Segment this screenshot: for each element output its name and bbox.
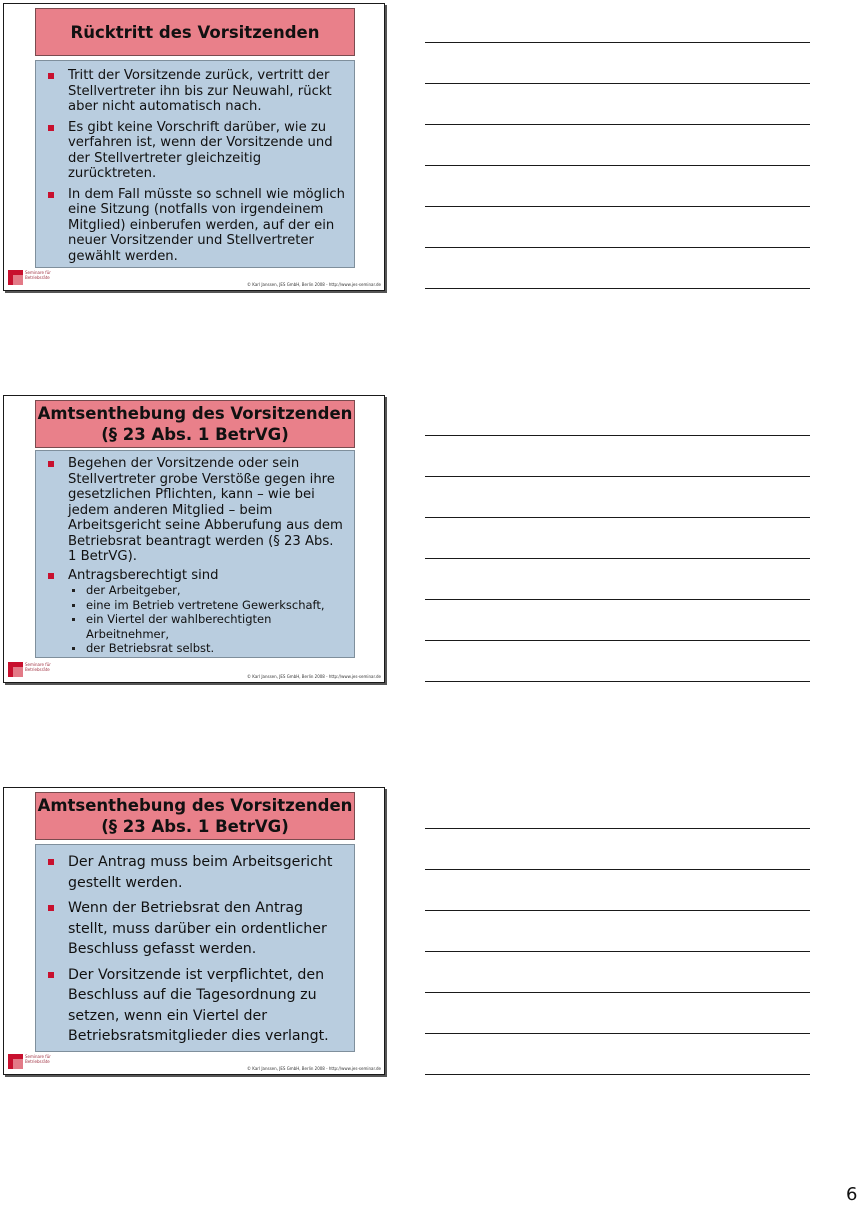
sub-list (68, 583, 346, 656)
note-line (425, 42, 810, 43)
bullet-square-icon (48, 125, 54, 131)
slide-body (35, 450, 355, 658)
slide-title: Rücktritt des Vorsitzenden (35, 8, 355, 56)
sub-bullet-icon (72, 647, 75, 650)
note-line (425, 247, 810, 248)
bullet-item: Antragsberechtigt sind der Arbeitgeber, eine im Betrieb vertretene Gewerkschaft, ein Viertel der wahlberechtigten Arbeitnehmer, der Betriebsrat selbst. (44, 568, 346, 656)
sub-bullet-icon (72, 589, 75, 592)
note-line (425, 165, 810, 166)
bullet-item: Es gibt keine Vorschrift darüber, wie zu verfahren ist, wenn der Vorsitzende und der Stellvertreter gleichzeitig zurücktreten. (44, 120, 346, 182)
bullet-square-icon (48, 73, 54, 79)
bullet-square-icon (48, 461, 54, 467)
bullet-list (44, 852, 346, 1047)
sub-item: ein Viertel der wahlberechtigten Arbeitnehmer, (68, 612, 346, 641)
bullet-square-icon (48, 859, 54, 865)
note-line (425, 83, 810, 84)
note-line (425, 124, 810, 125)
slide-title: Amtsenthebung des Vorsitzenden (§ 23 Abs. 1 BetrVG) (35, 792, 355, 840)
bullet-square-icon (48, 192, 54, 198)
sub-item: der Betriebsrat selbst. (68, 641, 346, 656)
note-line (425, 558, 810, 559)
logo-mark-icon (8, 270, 23, 285)
bullet-item: Tritt der Vorsitzende zurück, vertritt der Stellvertreter ihn bis zur Neuwahl, rückt aber nicht automatisch nach. (44, 68, 346, 115)
logo-mark-icon (8, 1054, 23, 1069)
slide-3 (3, 787, 385, 1075)
logo-mark-icon (8, 662, 23, 677)
note-line (425, 828, 810, 829)
note-line (425, 476, 810, 477)
copyright: © Karl Janssen, JES GmbH, Berlin 2008 - http://www.jes-seminar.de (247, 1066, 381, 1071)
copyright: © Karl Janssen, JES GmbH, Berlin 2008 - http://www.jes-seminar.de (247, 674, 381, 679)
note-line (425, 910, 810, 911)
sub-item: der Arbeitgeber, (68, 583, 346, 598)
bullet-list (44, 68, 346, 264)
note-line (425, 1033, 810, 1034)
slide-body (35, 60, 355, 268)
note-line (425, 681, 810, 682)
slide-2 (3, 395, 385, 683)
sub-bullet-icon (72, 604, 75, 607)
bullet-square-icon (48, 972, 54, 978)
bullet-list (44, 456, 346, 656)
note-line (425, 517, 810, 518)
note-line (425, 435, 810, 436)
slide-body (35, 844, 355, 1052)
bullet-item: In dem Fall müsste so schnell wie möglich eine Sitzung (notfalls von irgendeinem Mitglied) einberufen werden, auf der ein neuer Vorsitzender und Stellvertreter gewählt werden. (44, 187, 346, 265)
note-line (425, 992, 810, 993)
note-line (425, 1074, 810, 1075)
copyright: © Karl Janssen, JES GmbH, Berlin 2008 - http://www.jes-seminar.de (247, 282, 381, 287)
bullet-item: Wenn der Betriebsrat den Antrag stellt, muss darüber ein ordentlicher Beschluss gefasst werden. (44, 898, 346, 960)
page-number: 6 (846, 1184, 858, 1205)
slide-title: Amtsenthebung des Vorsitzenden (§ 23 Abs. 1 BetrVG) (35, 400, 355, 448)
note-line (425, 951, 810, 952)
logo: Seminare für Betriebsräte (8, 270, 52, 286)
note-line (425, 640, 810, 641)
bullet-item: Der Vorsitzende ist verpflichtet, den Beschluss auf die Tagesordnung zu setzen, wenn ein Viertel der Betriebsratsmitglieder dies verlangt. (44, 965, 346, 1047)
sub-bullet-icon (72, 618, 75, 621)
bullet-item: Begehen der Vorsitzende oder sein Stellvertreter grobe Verstöße gegen ihre gesetzlichen Pflichten, kann – wie bei jedem anderen Mitglied – beim Arbeitsgericht seine Abberufung aus dem Betriebsrat beantragt werden (§ 23 Abs. 1 BetrVG). (44, 456, 346, 565)
logo: Seminare für Betriebsräte (8, 662, 52, 678)
slide-1 (3, 3, 385, 291)
bullet-square-icon (48, 905, 54, 911)
note-line (425, 206, 810, 207)
logo: Seminare für Betriebsräte (8, 1054, 52, 1070)
note-line (425, 869, 810, 870)
note-line (425, 288, 810, 289)
bullet-square-icon (48, 573, 54, 579)
sub-item: eine im Betrieb vertretene Gewerkschaft, (68, 598, 346, 613)
note-line (425, 599, 810, 600)
bullet-item: Der Antrag muss beim Arbeitsgericht gestellt werden. (44, 852, 346, 893)
